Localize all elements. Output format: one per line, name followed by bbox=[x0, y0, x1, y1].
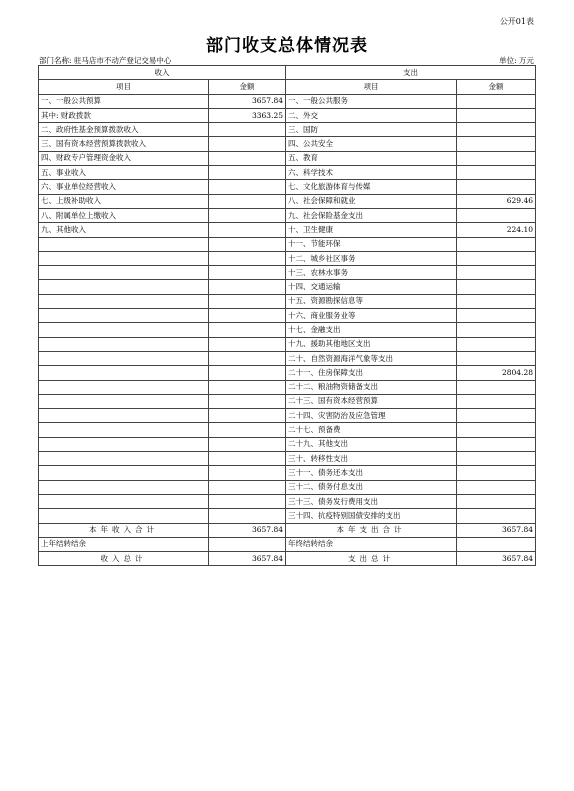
expense-item: 六、科学技术 bbox=[286, 166, 457, 180]
income-total-label: 上年结转结余 bbox=[39, 537, 209, 551]
table-row bbox=[39, 280, 536, 294]
empty-cell bbox=[209, 437, 286, 451]
table-row bbox=[39, 137, 536, 151]
expense-amount: 2804.28 bbox=[457, 366, 536, 380]
income-total-amount: 3657.84 bbox=[209, 523, 286, 537]
expense-item: 二十九、其他支出 bbox=[286, 437, 457, 451]
income-header: 收入 bbox=[39, 66, 286, 80]
empty-cell bbox=[209, 280, 286, 294]
expense-item: 三十三、债务发行费用支出 bbox=[286, 494, 457, 508]
expense-amount-header: 金额 bbox=[457, 80, 536, 94]
expense-item: 二十二、粮油物资储备支出 bbox=[286, 380, 457, 394]
expense-amount bbox=[457, 452, 536, 466]
income-amount bbox=[209, 194, 286, 208]
income-item: 三、国有资本经营预算拨款收入 bbox=[39, 137, 209, 151]
unit-label: 单位: 万元 bbox=[499, 56, 534, 65]
expense-amount bbox=[457, 266, 536, 280]
expense-amount bbox=[457, 137, 536, 151]
total-row bbox=[39, 537, 536, 551]
income-amount bbox=[209, 123, 286, 137]
income-item: 七、上级补助收入 bbox=[39, 194, 209, 208]
empty-cell bbox=[209, 251, 286, 265]
empty-cell bbox=[209, 351, 286, 365]
empty-cell bbox=[39, 351, 209, 365]
table-row bbox=[39, 409, 536, 423]
department-name: 部门名称: 驻马店市不动产登记交易中心 bbox=[39, 56, 172, 65]
empty-cell bbox=[39, 337, 209, 351]
expense-item: 三、国防 bbox=[286, 123, 457, 137]
table-row bbox=[39, 108, 536, 122]
empty-cell bbox=[209, 480, 286, 494]
empty-cell bbox=[39, 280, 209, 294]
expense-item: 五、教育 bbox=[286, 151, 457, 165]
expense-amount bbox=[457, 480, 536, 494]
expense-item: 十四、交通运输 bbox=[286, 280, 457, 294]
expense-amount bbox=[457, 251, 536, 265]
expense-item: 十六、商业服务业等 bbox=[286, 309, 457, 323]
empty-cell bbox=[209, 509, 286, 523]
table-row bbox=[39, 323, 536, 337]
expense-amount: 629.46 bbox=[457, 194, 536, 208]
empty-cell bbox=[209, 452, 286, 466]
expense-item: 三十一、债务还本支出 bbox=[286, 466, 457, 480]
empty-cell bbox=[39, 323, 209, 337]
income-amount bbox=[209, 208, 286, 222]
empty-cell bbox=[39, 466, 209, 480]
empty-cell bbox=[209, 323, 286, 337]
empty-cell bbox=[39, 309, 209, 323]
expense-amount bbox=[457, 494, 536, 508]
expense-amount bbox=[457, 351, 536, 365]
table-number-tag: 公开01表 bbox=[499, 17, 534, 26]
table-row bbox=[39, 194, 536, 208]
empty-cell bbox=[39, 237, 209, 251]
expense-amount bbox=[457, 237, 536, 251]
income-total-label: 本年收入合计 bbox=[39, 523, 209, 537]
expense-total-label: 支出总计 bbox=[286, 552, 457, 566]
expense-item-header: 项目 bbox=[286, 80, 457, 94]
expense-amount bbox=[457, 294, 536, 308]
income-item: 一、一般公共预算 bbox=[39, 94, 209, 108]
page-title: 部门收支总体情况表 bbox=[206, 36, 368, 56]
expense-amount bbox=[457, 394, 536, 408]
income-total-amount bbox=[209, 537, 286, 551]
table-row bbox=[39, 151, 536, 165]
expense-item: 二十、自然资源海洋气象等支出 bbox=[286, 351, 457, 365]
table-row bbox=[39, 480, 536, 494]
expense-item: 二十一、住房保障支出 bbox=[286, 366, 457, 380]
table-row bbox=[39, 180, 536, 194]
expense-amount bbox=[457, 437, 536, 451]
table-row bbox=[39, 223, 536, 237]
income-total-amount: 3657.84 bbox=[209, 552, 286, 566]
empty-cell bbox=[39, 380, 209, 394]
expense-item: 十二、城乡社区事务 bbox=[286, 251, 457, 265]
income-item: 九、其他收入 bbox=[39, 223, 209, 237]
expense-item: 十七、金融支出 bbox=[286, 323, 457, 337]
income-amount-header: 金额 bbox=[209, 80, 286, 94]
income-amount: 3363.25 bbox=[209, 108, 286, 122]
expense-item: 一、一般公共服务 bbox=[286, 94, 457, 108]
empty-cell bbox=[209, 394, 286, 408]
expense-amount bbox=[457, 280, 536, 294]
table-row bbox=[39, 380, 536, 394]
expense-item: 二十四、灾害防治及应急管理 bbox=[286, 409, 457, 423]
expense-total-label: 年终结转结余 bbox=[286, 537, 457, 551]
table-row bbox=[39, 509, 536, 523]
empty-cell bbox=[209, 380, 286, 394]
expense-amount bbox=[457, 166, 536, 180]
table-row bbox=[39, 351, 536, 365]
table-row bbox=[39, 237, 536, 251]
empty-cell bbox=[39, 409, 209, 423]
income-amount bbox=[209, 151, 286, 165]
empty-cell bbox=[39, 251, 209, 265]
income-amount bbox=[209, 180, 286, 194]
expense-item: 三十二、债务付息支出 bbox=[286, 480, 457, 494]
expense-amount bbox=[457, 466, 536, 480]
empty-cell bbox=[39, 452, 209, 466]
expense-amount bbox=[457, 151, 536, 165]
income-total-label: 收入总计 bbox=[39, 552, 209, 566]
empty-cell bbox=[209, 366, 286, 380]
income-amount bbox=[209, 223, 286, 237]
table-row bbox=[39, 337, 536, 351]
empty-cell bbox=[209, 494, 286, 508]
expense-item: 七、文化旅游体育与传媒 bbox=[286, 180, 457, 194]
expense-total-label: 本年支出合计 bbox=[286, 523, 457, 537]
income-item: 六、事业单位经营收入 bbox=[39, 180, 209, 194]
section-header-row bbox=[39, 66, 536, 80]
expense-total-amount bbox=[457, 537, 536, 551]
expense-item: 十九、援助其他地区支出 bbox=[286, 337, 457, 351]
empty-cell bbox=[39, 480, 209, 494]
empty-cell bbox=[209, 294, 286, 308]
empty-cell bbox=[39, 494, 209, 508]
empty-cell bbox=[39, 394, 209, 408]
expense-amount bbox=[457, 94, 536, 108]
expense-item: 十三、农林水事务 bbox=[286, 266, 457, 280]
table-row bbox=[39, 123, 536, 137]
table-row bbox=[39, 394, 536, 408]
empty-cell bbox=[39, 509, 209, 523]
expense-total-amount: 3657.84 bbox=[457, 523, 536, 537]
empty-cell bbox=[39, 366, 209, 380]
expense-item: 二、外交 bbox=[286, 108, 457, 122]
table-row bbox=[39, 94, 536, 108]
expense-amount bbox=[457, 509, 536, 523]
expense-header: 支出 bbox=[286, 66, 536, 80]
income-amount bbox=[209, 137, 286, 151]
income-item-header: 项目 bbox=[39, 80, 209, 94]
total-row bbox=[39, 552, 536, 566]
expense-amount bbox=[457, 108, 536, 122]
income-item: 五、事业收入 bbox=[39, 166, 209, 180]
empty-cell bbox=[209, 266, 286, 280]
table-row bbox=[39, 437, 536, 451]
expense-item: 二十三、国有资本经营预算 bbox=[286, 394, 457, 408]
total-row bbox=[39, 523, 536, 537]
income-item: 四、财政专户管理资金收入 bbox=[39, 151, 209, 165]
empty-cell bbox=[39, 266, 209, 280]
expense-amount bbox=[457, 123, 536, 137]
table-row bbox=[39, 309, 536, 323]
empty-cell bbox=[39, 423, 209, 437]
income-amount bbox=[209, 166, 286, 180]
income-amount: 3657.84 bbox=[209, 94, 286, 108]
expense-item: 十五、资源勘探信息等 bbox=[286, 294, 457, 308]
expense-item: 二十七、预备费 bbox=[286, 423, 457, 437]
expense-item: 十一、节能环保 bbox=[286, 237, 457, 251]
expense-item: 九、社会保险基金支出 bbox=[286, 208, 457, 222]
column-header-row bbox=[39, 80, 536, 94]
table-row bbox=[39, 266, 536, 280]
expense-item: 十、卫生健康 bbox=[286, 223, 457, 237]
empty-cell bbox=[209, 409, 286, 423]
income-item: 其中: 财政拨款 bbox=[39, 108, 209, 122]
budget-table bbox=[38, 65, 536, 566]
empty-cell bbox=[39, 294, 209, 308]
expense-total-amount: 3657.84 bbox=[457, 552, 536, 566]
expense-item: 四、公共安全 bbox=[286, 137, 457, 151]
expense-item: 三十、转移性支出 bbox=[286, 452, 457, 466]
table-row bbox=[39, 494, 536, 508]
expense-amount: 224.10 bbox=[457, 223, 536, 237]
empty-cell bbox=[39, 437, 209, 451]
empty-cell bbox=[209, 423, 286, 437]
empty-cell bbox=[209, 237, 286, 251]
expense-amount bbox=[457, 208, 536, 222]
empty-cell bbox=[209, 337, 286, 351]
table-row bbox=[39, 294, 536, 308]
expense-amount bbox=[457, 309, 536, 323]
expense-amount bbox=[457, 180, 536, 194]
expense-amount bbox=[457, 323, 536, 337]
table-row bbox=[39, 423, 536, 437]
table-row bbox=[39, 208, 536, 222]
table-row bbox=[39, 251, 536, 265]
expense-amount bbox=[457, 380, 536, 394]
expense-item: 三十四、抗疫特别国债安排的支出 bbox=[286, 509, 457, 523]
income-item: 八、附属单位上缴收入 bbox=[39, 208, 209, 222]
expense-amount bbox=[457, 337, 536, 351]
empty-cell bbox=[209, 309, 286, 323]
income-item: 二、政府性基金预算拨款收入 bbox=[39, 123, 209, 137]
empty-cell bbox=[209, 466, 286, 480]
expense-amount bbox=[457, 423, 536, 437]
table-row bbox=[39, 452, 536, 466]
table-row bbox=[39, 466, 536, 480]
table-row bbox=[39, 366, 536, 380]
table-row bbox=[39, 166, 536, 180]
expense-amount bbox=[457, 409, 536, 423]
expense-item: 八、社会保障和就业 bbox=[286, 194, 457, 208]
